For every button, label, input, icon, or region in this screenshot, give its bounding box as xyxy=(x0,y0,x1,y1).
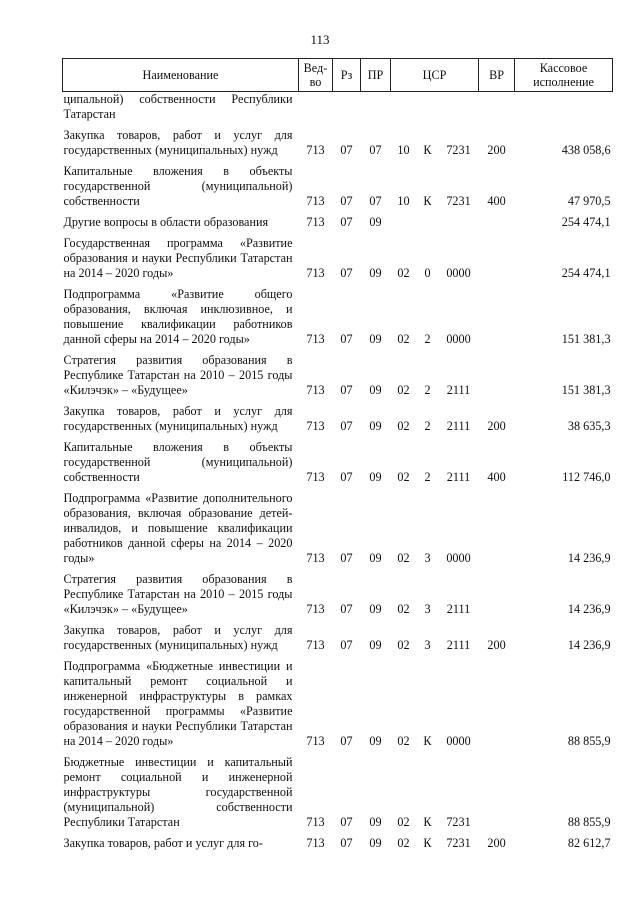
cell-pr: 09 xyxy=(369,734,382,748)
cell-rz: 07 xyxy=(340,332,353,346)
table-row xyxy=(63,350,613,401)
cell-ved: 713 xyxy=(306,815,325,829)
cell-amount: 112 746,0 xyxy=(562,470,611,484)
cell-amount: 438 058,6 xyxy=(561,143,611,157)
table-row xyxy=(63,125,613,161)
cell-rz: 07 xyxy=(340,266,353,280)
cell-csr3 xyxy=(439,212,479,233)
cell-csr3: 0000 xyxy=(446,734,471,748)
cell-csr1: 02 xyxy=(397,383,410,397)
cell-ved: 713 xyxy=(306,143,325,157)
cell-csr1: 02 xyxy=(397,266,410,280)
cell-amount: 151 381,3 xyxy=(561,332,611,346)
cell-csr3: 2111 xyxy=(446,602,471,616)
table-row xyxy=(63,401,613,437)
cell-rz: 07 xyxy=(340,194,353,208)
header-name: Наименование xyxy=(63,59,299,92)
cell-amount: 254 474,1 xyxy=(561,266,611,280)
cell-pr: 09 xyxy=(369,836,382,850)
cell-ved: 713 xyxy=(306,215,325,229)
table-row xyxy=(63,212,613,233)
cell-rz: 07 xyxy=(340,419,353,433)
cell-csr2: 2 xyxy=(424,419,431,433)
cell-pr: 09 xyxy=(369,470,382,484)
cell-name: Закупка товаров, работ и услуг для государственных (муниципальных) нужд xyxy=(63,404,293,433)
cell-amount: 88 855,9 xyxy=(567,815,611,829)
cell-vr: 400 xyxy=(487,194,506,208)
cell-csr1 xyxy=(391,212,417,233)
cell-csr3: 0000 xyxy=(446,551,471,565)
cell-ved: 713 xyxy=(306,551,325,565)
cell-csr1: 10 xyxy=(397,194,410,208)
cell-rz: 07 xyxy=(340,470,353,484)
cell-vr xyxy=(479,350,515,401)
header-pr: ПР xyxy=(361,59,391,92)
cell-amount: 14 236,9 xyxy=(567,551,611,565)
continued-name: ципальной) собственности Республики Татарстан xyxy=(63,92,293,121)
cell-csr3: 0000 xyxy=(446,266,471,280)
cell-ved: 713 xyxy=(306,419,325,433)
cell-ved: 713 xyxy=(306,332,325,346)
cell-name: Стратегия развития образования в Республике Татарстан на 2010 – 2015 годы «Килэчэк» – «Будущее» xyxy=(63,572,293,616)
table-row xyxy=(63,833,613,854)
cell-amount: 47 970,5 xyxy=(567,194,611,208)
cell-name: Подпрограмма «Бюджетные инвестиции и капитальный ремонт социальной и инженерной инфраструктуры в рамках государственной программы «Развитие образования и науки Республики Татарстан на 2014 – 2020 годы» xyxy=(63,659,293,748)
table-row xyxy=(63,752,613,833)
cell-pr: 09 xyxy=(369,383,382,397)
cell-csr2: 3 xyxy=(424,638,431,652)
cell-csr2: К xyxy=(423,836,432,850)
cell-csr3: 7231 xyxy=(446,836,471,850)
cell-csr1: 10 xyxy=(397,143,410,157)
cell-vr xyxy=(479,656,515,752)
cell-vr: 400 xyxy=(487,470,506,484)
cell-csr2: К xyxy=(423,143,432,157)
cell-csr1: 02 xyxy=(397,638,410,652)
cell-name: Другие вопросы в области образования xyxy=(63,215,269,229)
cell-csr3: 2111 xyxy=(446,419,471,433)
table-row xyxy=(63,656,613,752)
cell-name: Государственная программа «Развитие образования и науки Республики Татарстан на 2014 – 2020 годы» xyxy=(63,236,293,280)
cell-csr2: 3 xyxy=(424,602,431,616)
cell-csr2: К xyxy=(423,194,432,208)
cell-csr1: 02 xyxy=(397,470,410,484)
cell-rz: 07 xyxy=(340,734,353,748)
cell-rz: 07 xyxy=(340,638,353,652)
header-ved: Вед- во xyxy=(299,59,333,92)
header-rz: Рз xyxy=(333,59,361,92)
cell-amount: 14 236,9 xyxy=(567,638,611,652)
cell-csr3: 7231 xyxy=(446,194,471,208)
cell-name: Закупка товаров, работ и услуг для государственных (муниципальных) нужд xyxy=(63,623,293,652)
cell-csr2: 3 xyxy=(424,551,431,565)
cell-name: Капитальные вложения в объекты государственной (муниципальной) собственности xyxy=(63,440,293,484)
cell-amount: 14 236,9 xyxy=(567,602,611,616)
cell-rz: 07 xyxy=(340,383,353,397)
cell-csr2: 2 xyxy=(424,332,431,346)
cell-csr2: 0 xyxy=(424,266,431,280)
cell-vr xyxy=(479,233,515,284)
cell-name: Бюджетные инвестиции и капитальный ремонт социальной и инженерной инфраструктуры государственной (муниципальной) собственности Республики Татарстан xyxy=(63,755,293,829)
cell-ved: 713 xyxy=(306,638,325,652)
cell-pr: 09 xyxy=(369,332,382,346)
cell-rz: 07 xyxy=(340,815,353,829)
cell-ved: 713 xyxy=(306,194,325,208)
cell-csr2: 2 xyxy=(424,383,431,397)
cell-rz: 07 xyxy=(340,143,353,157)
cell-amount: 88 855,9 xyxy=(567,734,611,748)
cell-csr3: 7231 xyxy=(446,143,471,157)
cell-amount: 38 635,3 xyxy=(567,419,611,433)
cell-ved: 713 xyxy=(306,836,325,850)
cell-vr xyxy=(479,284,515,350)
cell-csr1: 02 xyxy=(397,815,410,829)
cell-pr: 09 xyxy=(369,551,382,565)
cell-name: Закупка товаров, работ и услуг для государственных (муниципальных) нужд xyxy=(63,128,293,157)
cell-csr1: 02 xyxy=(397,734,410,748)
page-number: 113 xyxy=(310,32,330,47)
cell-csr2: К xyxy=(423,734,432,748)
cell-vr xyxy=(479,569,515,620)
cell-amount: 254 474,1 xyxy=(561,215,611,229)
cell-vr: 200 xyxy=(487,638,506,652)
cell-pr: 07 xyxy=(369,194,382,208)
cell-rz: 07 xyxy=(340,215,353,229)
cell-vr xyxy=(479,488,515,569)
cell-name: Стратегия развития образования в Республике Татарстан на 2010 – 2015 годы «Килэчэк» – «Будущее» xyxy=(63,353,293,397)
cell-name: Подпрограмма «Развитие общего образования, включая инклюзивное, и повышение квалификации работников данной сферы на 2014 – 2020 годы» xyxy=(63,287,293,346)
cell-vr: 200 xyxy=(487,419,506,433)
cell-csr2 xyxy=(417,212,439,233)
table-row xyxy=(63,284,613,350)
cell-ved: 713 xyxy=(306,383,325,397)
header-csr: ЦСР xyxy=(391,59,479,92)
cell-rz: 07 xyxy=(340,836,353,850)
cell-csr3: 0000 xyxy=(446,332,471,346)
cell-pr: 09 xyxy=(369,266,382,280)
cell-vr xyxy=(479,752,515,833)
cell-ved: 713 xyxy=(306,266,325,280)
header-amount: Кассовое исполнение xyxy=(515,59,613,92)
table-row xyxy=(63,233,613,284)
cell-amount: 82 612,7 xyxy=(567,836,611,850)
table-row xyxy=(63,161,613,212)
cell-pr: 09 xyxy=(369,215,382,229)
table-row xyxy=(63,620,613,656)
cell-vr: 200 xyxy=(487,143,506,157)
cell-vr xyxy=(479,212,515,233)
table-row-continued xyxy=(63,92,613,126)
header-vr: ВР xyxy=(479,59,515,92)
cell-vr: 200 xyxy=(487,836,506,850)
cell-csr1: 02 xyxy=(397,836,410,850)
cell-name: Подпрограмма «Развитие дополнительного образования, включая образование детей-инвалидов, и повышение квалификации работников данной сферы на 2014 – 2020 годы» xyxy=(63,491,293,565)
cell-csr2: 2 xyxy=(424,470,431,484)
cell-ved: 713 xyxy=(306,602,325,616)
cell-csr1: 02 xyxy=(397,602,410,616)
cell-amount: 151 381,3 xyxy=(561,383,611,397)
cell-csr3: 2111 xyxy=(446,470,471,484)
cell-ved: 713 xyxy=(306,734,325,748)
cell-csr3: 2111 xyxy=(446,638,471,652)
cell-csr2: К xyxy=(423,815,432,829)
cell-csr1: 02 xyxy=(397,551,410,565)
cell-rz: 07 xyxy=(340,602,353,616)
budget-table xyxy=(62,58,613,854)
cell-csr1: 02 xyxy=(397,332,410,346)
table-header-row xyxy=(63,59,613,92)
cell-pr: 09 xyxy=(369,419,382,433)
table-row xyxy=(63,437,613,488)
cell-pr: 09 xyxy=(369,602,382,616)
cell-name: Закупка товаров, работ и услуг для го- xyxy=(63,836,263,850)
cell-csr1: 02 xyxy=(397,419,410,433)
cell-pr: 09 xyxy=(369,638,382,652)
cell-pr: 09 xyxy=(369,815,382,829)
cell-pr: 07 xyxy=(369,143,382,157)
cell-csr3: 7231 xyxy=(446,815,471,829)
cell-rz: 07 xyxy=(340,551,353,565)
cell-csr3: 2111 xyxy=(446,383,471,397)
cell-name: Капитальные вложения в объекты государственной (муниципальной) собственности xyxy=(63,164,293,208)
cell-ved: 713 xyxy=(306,470,325,484)
table-row xyxy=(63,569,613,620)
table-row xyxy=(63,488,613,569)
